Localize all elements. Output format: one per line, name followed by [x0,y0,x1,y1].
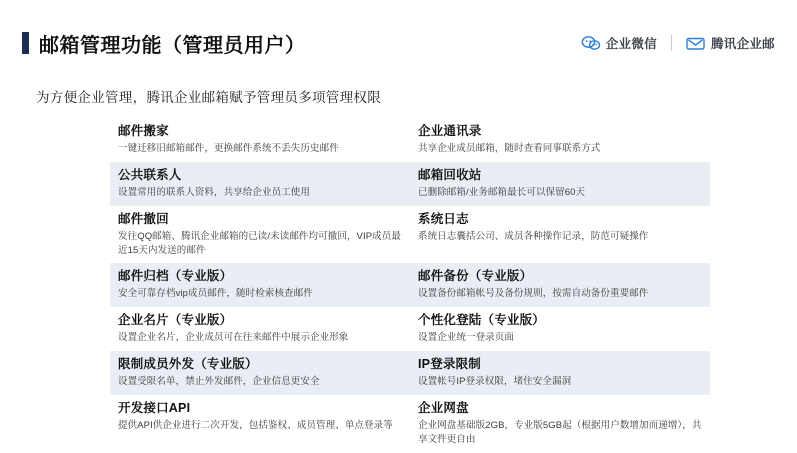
feature-title: 邮件搬家 [118,124,169,138]
feature-cell [410,118,710,162]
brand-logos [581,34,775,52]
feature-desc: 安全可靠存档vip成员邮件，随时检索核查邮件 [118,288,313,300]
feature-grid [110,118,710,453]
brand-separator [671,35,672,51]
feature-title: 邮箱回收站 [418,168,482,182]
brand-tencent-exmail [686,34,775,52]
feature-desc: 提供API供企业进行二次开发，包括鉴权、成员管理、单点登录等 [118,420,393,432]
feature-desc: 设置受限名单，禁止外发邮件，企业信息更安全 [118,376,320,388]
feature-cell [410,351,710,395]
feature-title: 邮件撤回 [118,212,169,226]
feature-title: 系统日志 [418,212,469,226]
feature-cell [410,395,710,452]
feature-desc: 共享企业成员邮箱，随时查看同事联系方式 [418,142,601,154]
brand-wecom-label: 企业微信 [605,37,657,51]
feature-cell [410,206,710,263]
feature-cell [110,206,410,263]
feature-title: 邮件归档（专业版） [118,269,233,284]
slide-header [22,26,775,60]
brand-tencent-exmail-label: 腾讯企业邮 [710,37,775,51]
brand-wecom [581,34,657,52]
feature-cell [110,263,410,307]
feature-cell [110,395,410,452]
feature-cell [410,162,710,206]
feature-title: 企业网盘 [418,401,469,416]
feature-row [110,395,710,452]
feature-title: 企业通讯录 [418,124,482,138]
feature-row [110,206,710,263]
feature-desc: 已删除邮箱/业务邮箱最长可以保留60天 [418,186,586,198]
feature-title: 开发接口API [118,401,191,416]
feature-title: 限制成员外发（专业版） [118,357,258,372]
feature-cell [110,307,410,351]
feature-cell [410,307,710,351]
feature-cell [110,118,410,162]
feature-cell [110,351,410,395]
feature-row [110,307,710,351]
feature-row [110,351,710,395]
feature-desc: 设置备份邮箱帐号及备份规则，按需自动备份重要邮件 [418,288,649,300]
feature-title: 公共联系人 [118,168,182,182]
feature-cell [410,263,710,307]
feature-title: 企业名片（专业版） [118,313,233,328]
feature-desc: 设置企业名片，企业成员可在往来邮件中展示企业形象 [118,332,349,344]
feature-cell [110,162,410,206]
page-title-block [22,29,581,58]
feature-title: 个性化登陆（专业版） [418,313,546,328]
feature-row [110,263,710,307]
feature-title: 邮件备份（专业版） [418,269,533,284]
feature-title: IP登录限制 [418,357,482,372]
wecom-icon [581,35,601,51]
subtitle-text: 为方便企业管理，腾讯企业邮箱赋予管理员多项管理权限 [36,90,381,105]
feature-desc: 设置企业统一登录页面 [418,332,515,344]
feature-desc: 设置常用的联系人资料，共享给企业员工使用 [118,186,311,198]
feature-desc: 企业网盘基础版2GB，专业版5GB起（根据用户数增加而递增），共享文件更自由 [418,420,702,446]
feature-row [110,118,710,162]
feature-desc: 一键迁移旧邮箱邮件，更换邮件系统不丢失历史邮件 [118,142,339,154]
feature-desc: 发往QQ邮箱、腾讯企业邮箱的已读/未读邮件均可撤回，VIP成员最近15天内发送的邮件 [118,230,401,256]
feature-desc: 设置帐号IP登录权限，堵住安全漏洞 [418,376,572,388]
tencent-exmail-icon [686,36,706,51]
page-title: 邮箱管理功能（管理员用户） [39,34,306,57]
feature-desc: 系统日志囊括公司、成员各种操作记录，防范可疑操作 [418,230,649,242]
title-accent-bar [22,32,29,54]
feature-row [110,162,710,206]
